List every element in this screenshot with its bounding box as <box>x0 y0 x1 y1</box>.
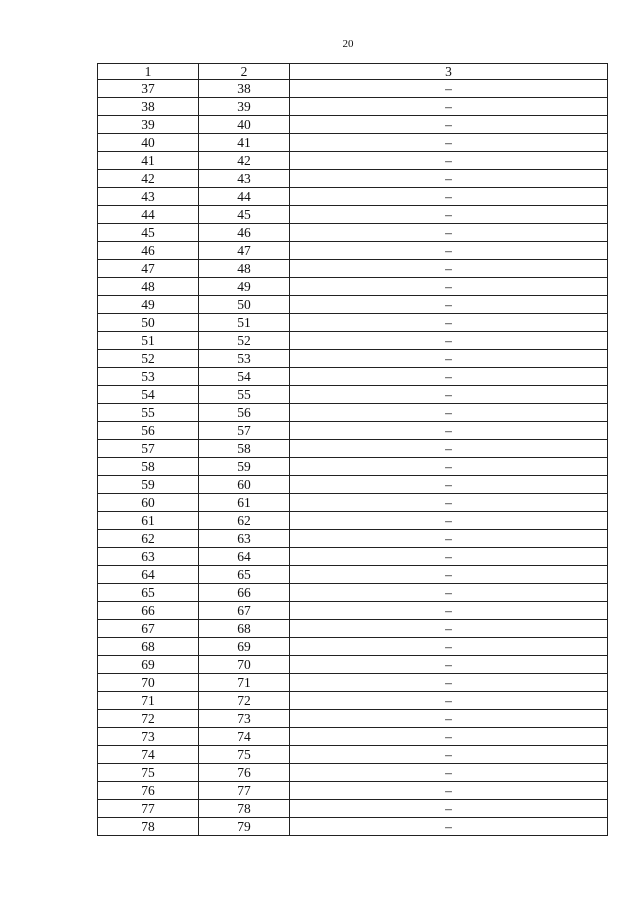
table-row <box>98 512 608 530</box>
table-cell-col-2: 68 <box>199 620 290 638</box>
table-cell-col-3: – <box>290 314 608 332</box>
table-cell-col-1: 57 <box>98 440 199 458</box>
table-cell-col-2: 41 <box>199 134 290 152</box>
table-cell-col-2: 75 <box>199 746 290 764</box>
table-cell-col-1: 45 <box>98 224 199 242</box>
table-cell-col-2: 63 <box>199 530 290 548</box>
table-row <box>98 152 608 170</box>
table-cell-col-2: 42 <box>199 152 290 170</box>
table-cell-col-1: 48 <box>98 278 199 296</box>
table-cell-col-3: – <box>290 98 608 116</box>
table-cell-col-3: – <box>290 746 608 764</box>
table-row <box>98 80 608 98</box>
table-cell-col-3: – <box>290 728 608 746</box>
table-cell-col-3: – <box>290 368 608 386</box>
table-row <box>98 134 608 152</box>
table-row <box>98 386 608 404</box>
column-header-3: 3 <box>290 64 608 80</box>
table-cell-col-1: 37 <box>98 80 199 98</box>
table-cell-col-2: 73 <box>199 710 290 728</box>
table-cell-col-3: – <box>290 350 608 368</box>
table-cell-col-2: 60 <box>199 476 290 494</box>
table-cell-col-2: 44 <box>199 188 290 206</box>
table-row <box>98 314 608 332</box>
table-cell-col-2: 51 <box>199 314 290 332</box>
table-cell-col-3: – <box>290 206 608 224</box>
table-row <box>98 782 608 800</box>
table-cell-col-2: 74 <box>199 728 290 746</box>
table-cell-col-3: – <box>290 674 608 692</box>
table-row <box>98 242 608 260</box>
table-cell-col-1: 54 <box>98 386 199 404</box>
table-cell-col-1: 38 <box>98 98 199 116</box>
column-header-1: 1 <box>98 64 199 80</box>
table-row <box>98 566 608 584</box>
table-cell-col-1: 41 <box>98 152 199 170</box>
table-cell-col-1: 71 <box>98 692 199 710</box>
table-cell-col-1: 59 <box>98 476 199 494</box>
table-cell-col-1: 61 <box>98 512 199 530</box>
table-cell-col-1: 63 <box>98 548 199 566</box>
table-cell-col-1: 75 <box>98 764 199 782</box>
table-cell-col-2: 45 <box>199 206 290 224</box>
table-cell-col-2: 70 <box>199 656 290 674</box>
table-cell-col-1: 66 <box>98 602 199 620</box>
table-cell-col-2: 78 <box>199 800 290 818</box>
table-cell-col-1: 40 <box>98 134 199 152</box>
header-row <box>98 64 608 80</box>
table-row <box>98 98 608 116</box>
table-row <box>98 422 608 440</box>
table-cell-col-1: 68 <box>98 638 199 656</box>
table-row <box>98 458 608 476</box>
table-cell-col-1: 58 <box>98 458 199 476</box>
table-cell-col-3: – <box>290 476 608 494</box>
table-cell-col-3: – <box>290 638 608 656</box>
table-row <box>98 692 608 710</box>
table-cell-col-1: 72 <box>98 710 199 728</box>
table-row <box>98 530 608 548</box>
table-cell-col-3: – <box>290 404 608 422</box>
table-cell-col-1: 70 <box>98 674 199 692</box>
table-cell-col-1: 67 <box>98 620 199 638</box>
table-cell-col-3: – <box>290 386 608 404</box>
table-cell-col-3: – <box>290 278 608 296</box>
table-cell-col-1: 74 <box>98 746 199 764</box>
table-row <box>98 224 608 242</box>
table-cell-col-2: 77 <box>199 782 290 800</box>
table-cell-col-1: 76 <box>98 782 199 800</box>
table-cell-col-1: 47 <box>98 260 199 278</box>
table-row <box>98 764 608 782</box>
table-cell-col-3: – <box>290 710 608 728</box>
table-cell-col-2: 66 <box>199 584 290 602</box>
table-cell-col-2: 71 <box>199 674 290 692</box>
data-table <box>97 63 608 836</box>
table-cell-col-3: – <box>290 152 608 170</box>
table-cell-col-3: – <box>290 782 608 800</box>
table-cell-col-2: 43 <box>199 170 290 188</box>
table-cell-col-3: – <box>290 764 608 782</box>
table-cell-col-2: 49 <box>199 278 290 296</box>
table-cell-col-3: – <box>290 116 608 134</box>
table-row <box>98 170 608 188</box>
table-cell-col-1: 55 <box>98 404 199 422</box>
table-cell-col-2: 54 <box>199 368 290 386</box>
table-row <box>98 206 608 224</box>
table-cell-col-2: 50 <box>199 296 290 314</box>
table-cell-col-3: – <box>290 602 608 620</box>
table-cell-col-2: 38 <box>199 80 290 98</box>
table-cell-col-2: 53 <box>199 350 290 368</box>
table-cell-col-1: 52 <box>98 350 199 368</box>
table-row <box>98 476 608 494</box>
table-cell-col-1: 64 <box>98 566 199 584</box>
table-cell-col-3: – <box>290 818 608 836</box>
table-cell-col-2: 79 <box>199 818 290 836</box>
table-cell-col-2: 48 <box>199 260 290 278</box>
table-cell-col-2: 46 <box>199 224 290 242</box>
table-row <box>98 620 608 638</box>
table-cell-col-2: 47 <box>199 242 290 260</box>
table-cell-col-3: – <box>290 134 608 152</box>
table-row <box>98 800 608 818</box>
table-cell-col-2: 58 <box>199 440 290 458</box>
table-row <box>98 746 608 764</box>
table-cell-col-1: 62 <box>98 530 199 548</box>
table-cell-col-2: 39 <box>199 98 290 116</box>
page-number: 20 <box>342 38 354 50</box>
table-cell-col-3: – <box>290 692 608 710</box>
table-cell-col-1: 49 <box>98 296 199 314</box>
table-cell-col-3: – <box>290 620 608 638</box>
table-cell-col-3: – <box>290 566 608 584</box>
table-cell-col-3: – <box>290 494 608 512</box>
table-row <box>98 188 608 206</box>
table-row <box>98 656 608 674</box>
table-cell-col-2: 57 <box>199 422 290 440</box>
table-cell-col-2: 59 <box>199 458 290 476</box>
table-cell-col-1: 73 <box>98 728 199 746</box>
table-row <box>98 818 608 836</box>
table-cell-col-3: – <box>290 170 608 188</box>
table-cell-col-1: 77 <box>98 800 199 818</box>
table-cell-col-1: 42 <box>98 170 199 188</box>
table-cell-col-1: 56 <box>98 422 199 440</box>
table-cell-col-1: 39 <box>98 116 199 134</box>
table-cell-col-3: – <box>290 80 608 98</box>
table-cell-col-3: – <box>290 584 608 602</box>
table-cell-col-1: 60 <box>98 494 199 512</box>
table-row <box>98 332 608 350</box>
table-cell-col-2: 56 <box>199 404 290 422</box>
table-cell-col-3: – <box>290 242 608 260</box>
table-cell-col-2: 52 <box>199 332 290 350</box>
table-cell-col-3: – <box>290 296 608 314</box>
table-row <box>98 296 608 314</box>
table-cell-col-3: – <box>290 224 608 242</box>
table-header <box>98 64 608 80</box>
table-row <box>98 602 608 620</box>
table-row <box>98 260 608 278</box>
table-row <box>98 638 608 656</box>
table-cell-col-3: – <box>290 512 608 530</box>
table-cell-col-3: – <box>290 530 608 548</box>
table-cell-col-1: 69 <box>98 656 199 674</box>
table-row <box>98 710 608 728</box>
table-cell-col-2: 65 <box>199 566 290 584</box>
table-row <box>98 116 608 134</box>
table-body <box>98 80 608 836</box>
table-cell-col-3: – <box>290 188 608 206</box>
table-row <box>98 440 608 458</box>
table-cell-col-2: 69 <box>199 638 290 656</box>
table-cell-col-3: – <box>290 332 608 350</box>
table-row <box>98 368 608 386</box>
table-cell-col-2: 40 <box>199 116 290 134</box>
table-row <box>98 674 608 692</box>
table-cell-col-3: – <box>290 800 608 818</box>
table-cell-col-2: 76 <box>199 764 290 782</box>
table-row <box>98 278 608 296</box>
table-cell-col-2: 55 <box>199 386 290 404</box>
table-row <box>98 404 608 422</box>
table-row <box>98 728 608 746</box>
table-row <box>98 350 608 368</box>
table-cell-col-3: – <box>290 260 608 278</box>
table-cell-col-1: 51 <box>98 332 199 350</box>
table-cell-col-1: 53 <box>98 368 199 386</box>
table-row <box>98 584 608 602</box>
table-cell-col-3: – <box>290 440 608 458</box>
table-cell-col-3: – <box>290 458 608 476</box>
table-cell-col-2: 72 <box>199 692 290 710</box>
table-row <box>98 548 608 566</box>
table-cell-col-3: – <box>290 656 608 674</box>
table-cell-col-2: 61 <box>199 494 290 512</box>
table-cell-col-2: 64 <box>199 548 290 566</box>
table-row <box>98 494 608 512</box>
table-cell-col-1: 44 <box>98 206 199 224</box>
table-cell-col-1: 46 <box>98 242 199 260</box>
table-cell-col-2: 67 <box>199 602 290 620</box>
table-cell-col-2: 62 <box>199 512 290 530</box>
table-cell-col-1: 50 <box>98 314 199 332</box>
table-cell-col-1: 78 <box>98 818 199 836</box>
table-cell-col-3: – <box>290 548 608 566</box>
column-header-2: 2 <box>199 64 290 80</box>
table-cell-col-1: 43 <box>98 188 199 206</box>
table-cell-col-1: 65 <box>98 584 199 602</box>
table-cell-col-3: – <box>290 422 608 440</box>
